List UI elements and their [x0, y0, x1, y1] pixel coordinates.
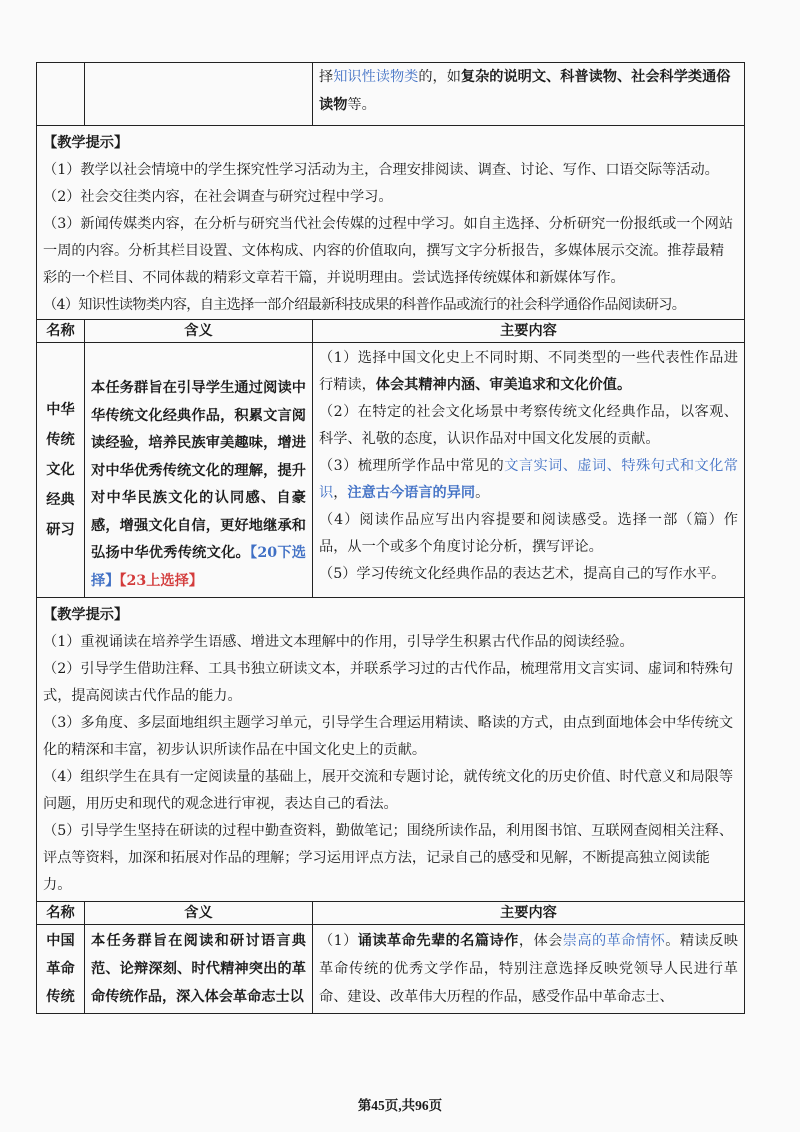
header-row	[37, 320, 745, 343]
column-header-content: 主要内容	[313, 320, 745, 343]
hint-item: （3）新闻传媒类内容，在分析与研究当代社会传媒的过程中学习。如自主选择、分析研究一份报纸或一个网站一周的内容。分析其栏目设置、文体构成、内容的价值取向，撰写文字分析报告，多媒体展示交流。推荐最精彩的一个栏目、不同体裁的精彩文章若干篇，并说明理由。尝试选择传统媒体和新媒体写作。	[43, 216, 734, 286]
text: 的，如	[418, 69, 461, 85]
task-meaning: 本任务群旨在阅读和研讨语言典范、论辩深刻、时代精神突出的革命传统作品，深入体会革命志士以	[91, 933, 306, 1005]
text: （3）梳理所学作品中常见的	[319, 458, 505, 474]
task-row-revolution	[37, 925, 745, 1014]
bold-text: 体会其精神内涵、审美追求和文化价值。	[375, 377, 632, 393]
task-content-cell	[313, 925, 745, 1014]
empty-cell	[37, 63, 85, 126]
content-item	[319, 453, 738, 507]
text: 。	[475, 485, 490, 501]
hint-item: （1）重视诵读在培养学生语感、增进文本理解中的作用，引导学生积累古代作品的阅读经验。	[43, 634, 634, 650]
content-item: （5）学习传统文化经典作品的表达艺术，提高自己的写作水平。	[319, 566, 726, 582]
text: （1）选择中国文化史上不同时期、不同类型的一些代表性作品进行精读，	[319, 350, 738, 393]
text: 。精读反映革命传统的优秀文学作品，特别注意选择反映党领导人民进行革命、建设、改革伟大历程的作品，感受作品中革命志士、	[319, 933, 738, 1005]
document-page	[36, 62, 744, 1014]
hint-title: 【教学提示】	[43, 607, 129, 623]
highlight-text: 注意古今语言的异同	[347, 485, 476, 501]
hint-item: （4）组织学生在具有一定阅读量的基础上，展开交流和专题讨论，就传统文化的历史价值、时代意义和局限等问题，用历史和现代的观念进行审视，表达自己的看法。	[43, 769, 734, 812]
column-header-name: 名称	[37, 320, 85, 343]
text: 等。	[347, 97, 376, 113]
hint-item: （2）引导学生借助注释、工具书独立研读文本，并联系学习过的古代作品，梳理常用文言实词、虚词和特殊句式，提高阅读古代作品的能力。	[43, 661, 734, 704]
column-header-meaning: 含义	[85, 902, 313, 925]
continued-row	[37, 63, 745, 126]
hint-item: （3）多角度、多层面地组织主题学习单元，引导学生合理运用精读、略读的方式，由点到面地体会中华传统文化的精深和丰富，初步认识所读作品在中国文化史上的贡献。	[43, 715, 734, 758]
teaching-hint-row-1	[37, 126, 745, 320]
text: ，	[333, 485, 348, 501]
task-meaning: 本任务群旨在引导学生通过阅读中华传统文化经典作品，积累文言阅读经验，培养民族审美趣味，增进对中华优秀传统文化的理解，提升对中华民族文化的认同感、自豪感，增强文化自信，更好地继承和弘扬中华优秀传统文化。	[91, 380, 306, 561]
content-item: （4）阅读作品应写出内容提要和阅读感受。选择一部（篇）作品，从一个或多个角度讨论分析，撰写评论。	[319, 512, 738, 555]
task-name: 中国革命传统	[46, 933, 75, 1005]
text: （1）	[319, 933, 358, 949]
column-header-content: 主要内容	[313, 902, 745, 925]
header-row	[37, 902, 745, 925]
task-row-classical	[37, 343, 745, 598]
content-item: （2）在特定的社会文化场景中考察传统文化经典作品，以客观、科学、礼敬的态度，认识作品对中国文化发展的贡献。	[319, 404, 738, 447]
page-footer: 第45页,共96页	[357, 1098, 443, 1113]
task-name-cell	[37, 343, 85, 598]
task-name-cell	[37, 925, 85, 1014]
content-item	[319, 927, 738, 1011]
continued-content-cell	[313, 63, 745, 126]
text: 择	[319, 69, 334, 85]
column-header-meaning: 含义	[85, 320, 313, 343]
highlight-text: 文言实词、虚词、特殊句式和文化常识	[319, 458, 738, 501]
hint-item: （4）知识性读物类内容，自主选择一部介绍最新科技成果的科普作品或流行的社会科学通俗作品阅读研习。	[43, 297, 686, 313]
task-meaning-cell	[85, 925, 313, 1014]
hint-item: （5）引导学生坚持在研读的过程中勤查资料，勤做笔记；围绕所读作品，利用图书馆、互联网查阅相关注释、评点等资料，加深和拓展对作品的理解；学习运用评点方法，记录自己的感受和见解，不断提高独立阅读能力。	[43, 823, 734, 893]
exam-tag: 【20下选择】	[91, 545, 306, 589]
curriculum-table	[36, 62, 745, 1014]
text: ，体会	[518, 933, 563, 949]
teaching-hint-block	[37, 126, 745, 320]
highlight-text: 知识性读物类	[333, 69, 419, 85]
bold-text: 诵读革命先辈的名篇诗作	[357, 933, 519, 949]
exam-tag: 【23上选择】	[119, 572, 203, 589]
task-name: 中华传统文化经典研习	[46, 402, 75, 538]
hint-item: （2）社会交往类内容，在社会调查与研究过程中学习。	[43, 189, 393, 205]
task-meaning-cell	[85, 343, 313, 598]
teaching-hint-row-2	[37, 598, 745, 902]
task-content-cell	[313, 343, 745, 598]
column-header-name: 名称	[37, 902, 85, 925]
content-item	[319, 345, 738, 399]
teaching-hint-block	[37, 598, 745, 902]
hint-title: 【教学提示】	[43, 135, 129, 151]
highlight-text: 崇高的革命情怀	[562, 933, 666, 949]
hint-item: （1）教学以社会情境中的学生探究性学习活动为主，合理安排阅读、调查、讨论、写作、口语交际等活动。	[43, 162, 719, 178]
empty-cell	[85, 63, 313, 126]
bold-text: 复杂的说明文、科普读物、社会科学类通俗读物	[319, 69, 731, 113]
